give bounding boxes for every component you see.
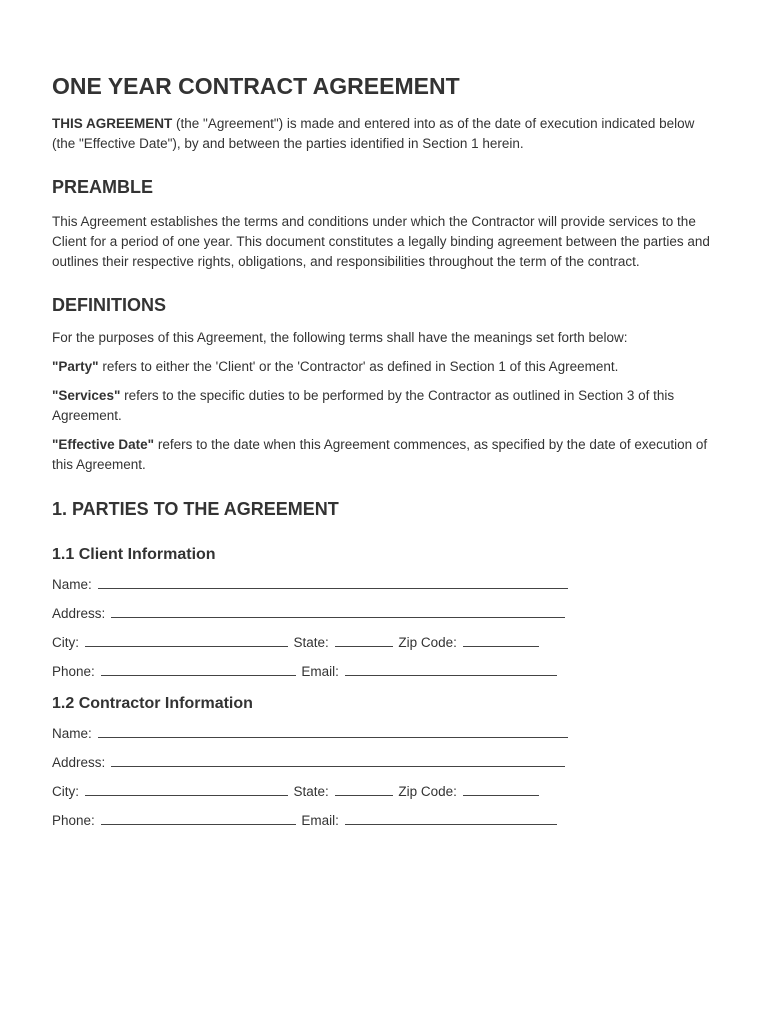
contractor-state-label: State: xyxy=(293,784,329,799)
contractor-phone-field[interactable] xyxy=(101,811,296,825)
definition-text: refers to the specific duties to be performed by the Contractor as outlined in Section 3 of this Agreement. xyxy=(52,388,675,423)
definition-term: "Services" xyxy=(52,388,121,403)
client-name-field[interactable] xyxy=(98,575,568,589)
contractor-zip-field[interactable] xyxy=(463,782,539,796)
definition-item-party xyxy=(52,357,718,377)
document-title: ONE YEAR CONTRACT AGREEMENT xyxy=(52,73,460,99)
contractor-email-field[interactable] xyxy=(345,811,557,825)
client-name-row xyxy=(52,575,718,604)
contractor-name-row xyxy=(52,724,718,753)
section1-heading: 1. PARTIES TO THE AGREEMENT xyxy=(52,499,339,519)
definition-term: "Effective Date" xyxy=(52,437,155,452)
client-phone-field[interactable] xyxy=(101,662,296,676)
client-city-label: City: xyxy=(52,635,79,650)
contractor-address-label: Address: xyxy=(52,755,106,770)
client-phone-row xyxy=(52,662,718,681)
contractor-city-label: City: xyxy=(52,784,79,799)
client-zip-label: Zip Code: xyxy=(398,635,457,650)
client-state-label: State: xyxy=(293,635,329,650)
contractor-info-heading: 1.2 Contractor Information xyxy=(52,695,253,712)
preamble-heading: PREAMBLE xyxy=(52,177,154,197)
intro-text: (the "Agreement") is made and entered into as of the date of execution indicated below (the "Effective Date"), by and between the parties identified in Section 1 herein. xyxy=(52,116,695,151)
client-email-label: Email: xyxy=(301,664,339,679)
contractor-phone-row xyxy=(52,811,718,840)
client-info-heading: 1.1 Client Information xyxy=(52,546,216,563)
contractor-address-field[interactable] xyxy=(111,753,565,767)
contractor-city-row xyxy=(52,782,718,811)
client-name-label: Name: xyxy=(52,577,92,592)
contractor-city-field[interactable] xyxy=(85,782,288,796)
client-city-field[interactable] xyxy=(85,633,288,647)
contractor-state-field[interactable] xyxy=(335,782,393,796)
client-city-row xyxy=(52,633,718,662)
client-email-field[interactable] xyxy=(345,662,557,676)
contractor-name-field[interactable] xyxy=(98,724,568,738)
contractor-address-row xyxy=(52,753,718,782)
definitions-heading: DEFINITIONS xyxy=(52,295,167,315)
client-phone-label: Phone: xyxy=(52,664,95,679)
contractor-email-label: Email: xyxy=(301,813,339,828)
client-address-label: Address: xyxy=(52,606,106,621)
definition-text: refers to the date when this Agreement commences, as specified by the date of execution of this Agreement. xyxy=(52,437,708,472)
intro-lead: THIS AGREEMENT xyxy=(52,116,173,131)
preamble-body: This Agreement establishes the terms and conditions under which the Contractor will provide services to the Client for a period of one year. This document constitutes a legally binding agreement between the parties and outlines their respective rights, obligations, and responsibilities throughout the term of the contract. xyxy=(52,214,710,269)
client-zip-field[interactable] xyxy=(463,633,539,647)
definition-item-effective-date xyxy=(52,435,718,475)
definition-item-services xyxy=(52,386,718,426)
spacer xyxy=(52,681,718,694)
client-address-row xyxy=(52,604,718,633)
contractor-name-label: Name: xyxy=(52,726,92,741)
definition-text: refers to either the 'Client' or the 'Contractor' as defined in Section 1 of this Agreement. xyxy=(98,359,619,374)
intro-paragraph xyxy=(52,114,718,154)
definition-term: "Party" xyxy=(52,359,99,374)
client-address-field[interactable] xyxy=(111,604,565,618)
client-state-field[interactable] xyxy=(335,633,393,647)
contractor-phone-label: Phone: xyxy=(52,813,95,828)
definitions-intro: For the purposes of this Agreement, the following terms shall have the meanings set forth below: xyxy=(52,330,628,345)
contractor-zip-label: Zip Code: xyxy=(398,784,457,799)
